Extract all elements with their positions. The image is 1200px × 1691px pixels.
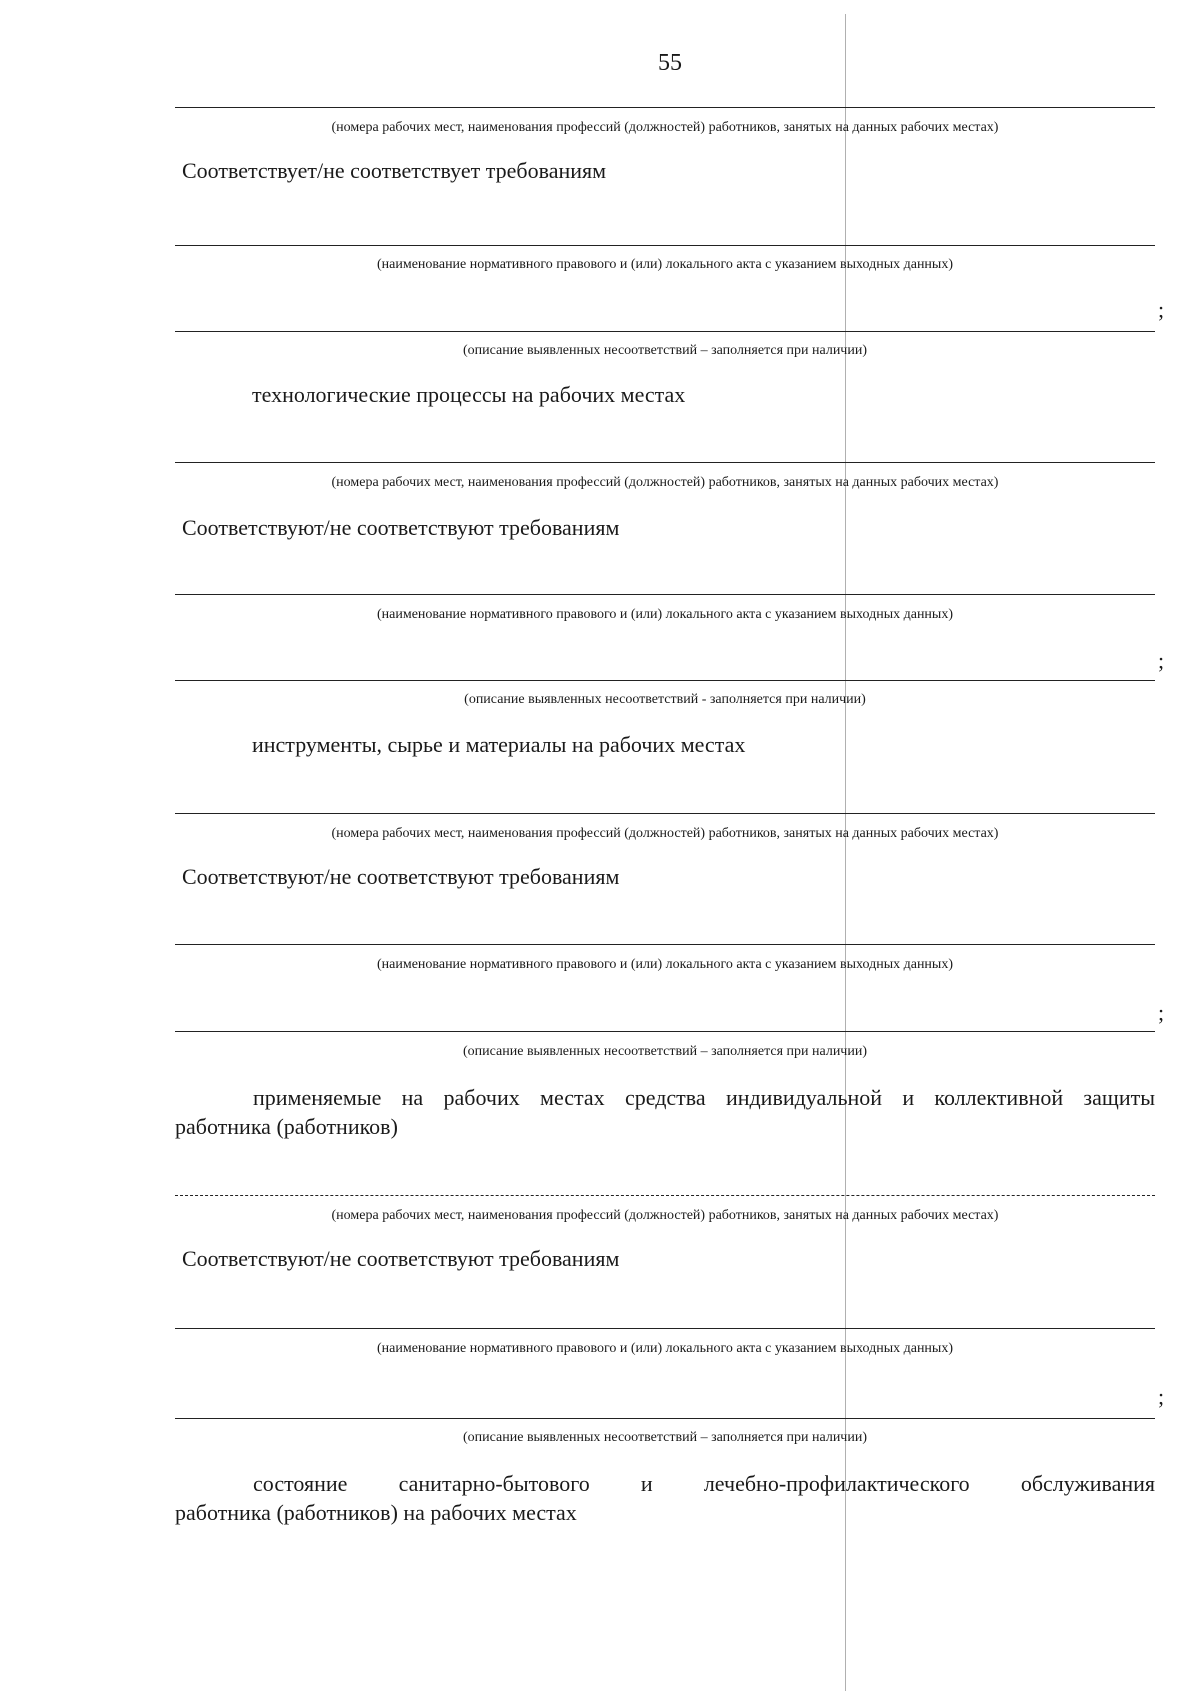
semicolon: ; (1158, 1000, 1165, 1025)
caption-nonconformities: (описание выявленных несоответствий – заполняется при наличии) (463, 343, 867, 358)
caption-workplaces: (номера рабочих мест, наименования профессий (должностей) работников, занятых на данных рабочих местах) (331, 826, 999, 841)
caption-normative-act: (наименование нормативного правового и (или) локального акта с указанием выходных данных) (377, 257, 953, 272)
section-heading (175, 1083, 1155, 1141)
compliance-statement: Соответствуют/не соответствуют требованиям (182, 1246, 620, 1271)
section-heading (175, 1469, 1155, 1527)
section-heading-line2: работника (работников) на рабочих местах (175, 1500, 577, 1525)
semicolon: ; (1158, 1384, 1165, 1409)
fill-line (175, 107, 1155, 108)
semicolon: ; (1158, 648, 1165, 673)
caption-normative-act: (наименование нормативного правового и (или) локального акта с указанием выходных данных) (377, 1341, 953, 1356)
compliance-statement: Соответствует/не соответствует требованиям (182, 158, 607, 183)
fill-line (175, 331, 1155, 332)
section-heading: инструменты, сырье и материалы на рабочих местах (252, 732, 746, 757)
fill-line (175, 1031, 1155, 1032)
caption-nonconformities: (описание выявленных несоответствий – заполняется при наличии) (463, 1044, 867, 1059)
caption-nonconformities: (описание выявленных несоответствий - заполняется при наличии) (464, 692, 866, 707)
fill-line (175, 680, 1155, 681)
fill-line (175, 1328, 1155, 1329)
fill-line (175, 245, 1155, 246)
fill-line (175, 1418, 1155, 1419)
fill-line (175, 813, 1155, 814)
fill-line (175, 1195, 1155, 1196)
semicolon: ; (1158, 297, 1165, 322)
section-heading-line1: состояние санитарно-бытового и лечебно-профилактического обслуживания (253, 1471, 1155, 1496)
compliance-statement: Соответствуют/не соответствуют требованиям (182, 515, 620, 540)
section-heading: технологические процессы на рабочих местах (252, 382, 686, 407)
fill-line (175, 944, 1155, 945)
caption-normative-act: (наименование нормативного правового и (или) локального акта с указанием выходных данных) (377, 957, 953, 972)
caption-nonconformities: (описание выявленных несоответствий – заполняется при наличии) (463, 1430, 867, 1445)
section-heading-line1: применяемые на рабочих местах средства индивидуальной и коллективной защиты (253, 1085, 1155, 1110)
compliance-statement: Соответствуют/не соответствуют требованиям (182, 864, 620, 889)
caption-normative-act: (наименование нормативного правового и (или) локального акта с указанием выходных данных) (377, 607, 953, 622)
page-number: 55 (658, 50, 682, 76)
section-heading-line2: работника (работников) (175, 1114, 398, 1139)
caption-workplaces: (номера рабочих мест, наименования профессий (должностей) работников, занятых на данных рабочих местах) (331, 1208, 999, 1223)
fill-line (175, 594, 1155, 595)
caption-workplaces: (номера рабочих мест, наименования профессий (должностей) работников, занятых на данных рабочих местах) (331, 475, 999, 490)
fill-line (175, 462, 1155, 463)
caption-workplaces: (номера рабочих мест, наименования профессий (должностей) работников, занятых на данных рабочих местах) (331, 120, 999, 135)
